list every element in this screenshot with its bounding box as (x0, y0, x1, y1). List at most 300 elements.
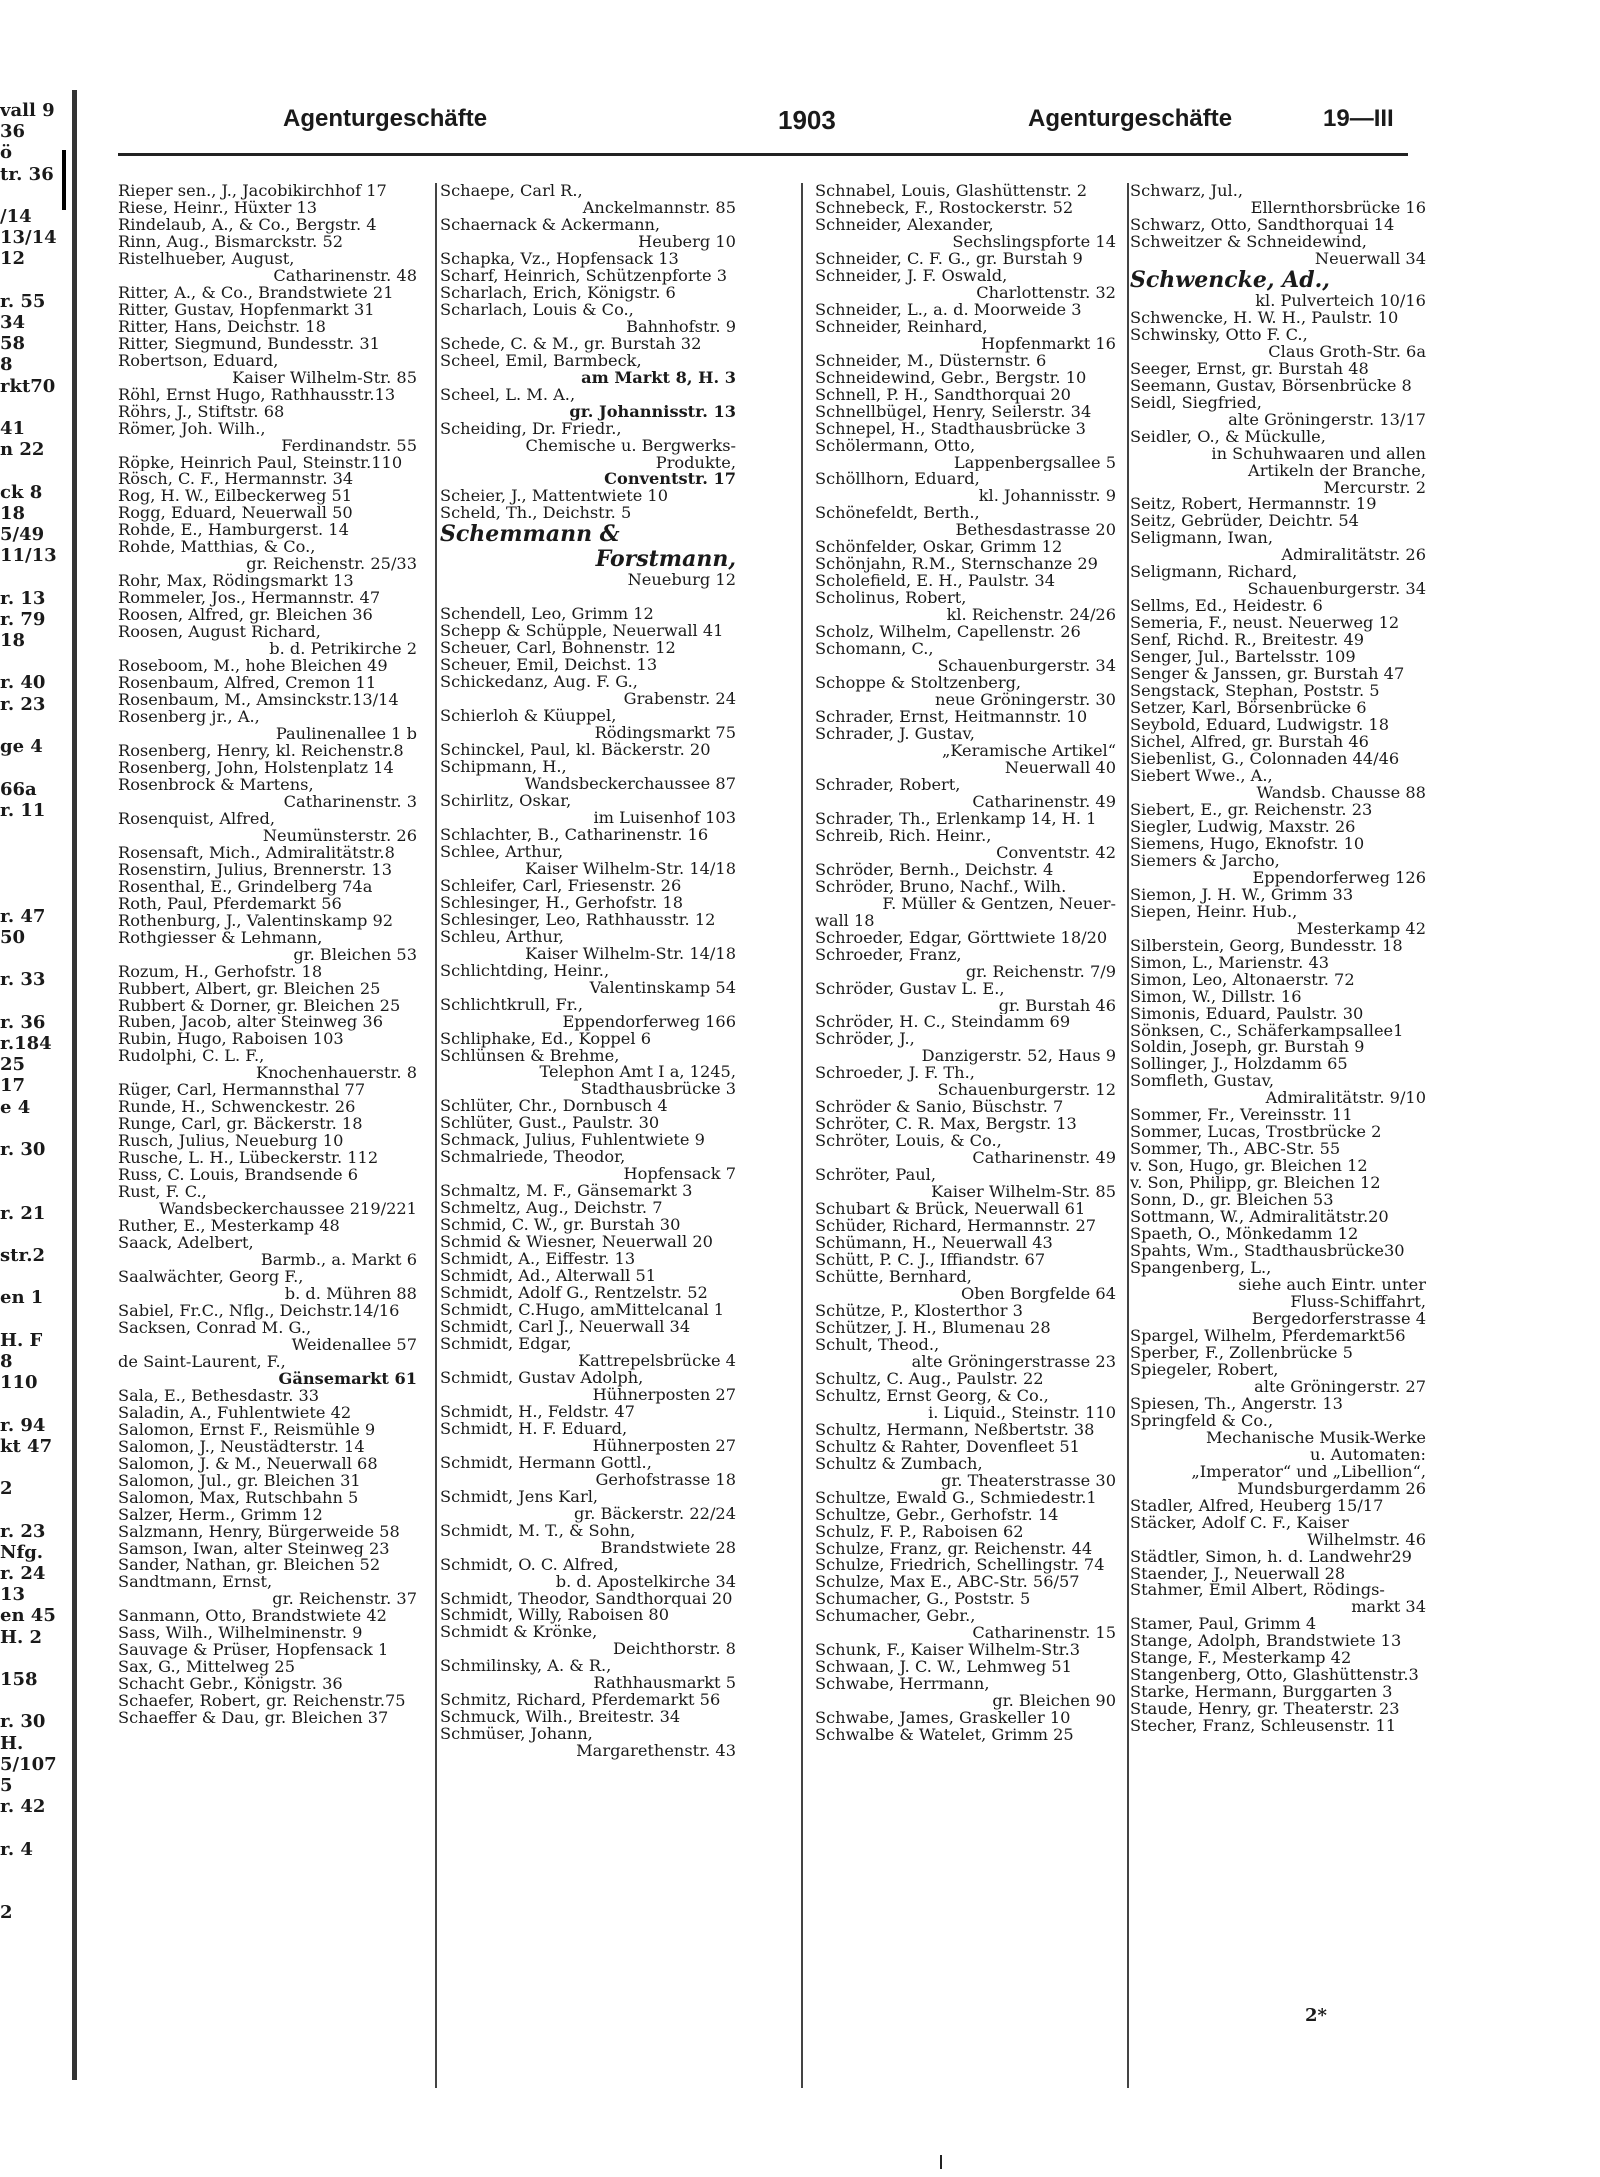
prev-page-line (0, 715, 62, 736)
prev-page-line: 41 (0, 418, 26, 440)
directory-entry: Schmüser, Johann, (440, 1726, 593, 1744)
prev-page-line (0, 842, 62, 863)
directory-entry: Schemmann & (440, 522, 620, 548)
directory-entry: Ellernthorsbrücke 16 (1250, 199, 1426, 217)
prev-page-line (0, 270, 62, 291)
directory-entry: Schmid & Wiesner, Neuerwall 20 (440, 1234, 713, 1252)
directory-entry: Mundsburgerdamm 26 (1237, 1480, 1426, 1498)
directory-entry: Salomon, J., Neustädterstr. 14 (118, 1438, 365, 1456)
directory-entry: v. Son, Hugo, gr. Bleichen 12 (1130, 1158, 1368, 1176)
directory-entry: Roosen, Alfred, gr. Bleichen 36 (118, 607, 373, 625)
directory-entry: Saladin, A., Fuhlentwiete 42 (118, 1404, 352, 1422)
directory-entry: Schmidt, M. T., & Sohn, (440, 1522, 636, 1540)
directory-entry: Rosensaft, Mich., Admiralitätstr.8 (118, 844, 395, 862)
directory-entry: Schultz & Rahter, Dovenfleet 51 (815, 1438, 1080, 1456)
directory-entry: Rinn, Aug., Bismarckstr. 52 (118, 233, 344, 251)
prev-page-line (0, 1690, 62, 1711)
directory-entry: Schlachter, B., Catharinenstr. 16 (440, 826, 709, 844)
directory-entry: Schultz, Ernst Georg, & Co., (815, 1387, 1049, 1405)
prev-page-line: vall 9 (0, 100, 55, 121)
directory-entry: Schönjahn, R.M., Sternschanze 29 (815, 556, 1098, 574)
directory-entry: Schlichtkrull, Fr., (440, 996, 584, 1014)
prev-page-line: 158 (0, 1669, 38, 1691)
previous-page-fragment (0, 100, 62, 2080)
directory-entry: Anckelmannstr. 85 (582, 199, 736, 217)
directory-entry: Schöllhorn, Eduard, (815, 471, 980, 489)
directory-entry: Schölermann, Otto, (815, 437, 976, 455)
directory-entry: Schneider, J. F. Oswald, (815, 267, 1008, 285)
column-1 (118, 183, 421, 1727)
directory-entry: Sala, E., Bethesdastr. 33 (118, 1387, 320, 1405)
directory-entry: Schapka, Vz., Hopfensack 13 (440, 250, 679, 268)
directory-entry: Stahmer, Emil Albert, Rödings- (1130, 1582, 1385, 1600)
directory-entry: Artikeln der Branche, (1248, 462, 1426, 480)
directory-entry: Scheel, Emil, Barmbeck, (440, 352, 642, 370)
directory-entry: Setzer, Karl, Börsenbrücke 6 (1130, 700, 1367, 718)
prev-page-line: r. 47 (0, 905, 46, 927)
directory-entry: Schaeffer & Dau, gr. Bleichen 37 (118, 1710, 389, 1728)
prev-page-line: r. 36 (0, 1011, 46, 1033)
directory-entry: Neuerwall 40 (1004, 759, 1116, 777)
directory-entry: Schwalbe & Watelet, Grimm 25 (815, 1727, 1074, 1745)
directory-entry: Scharlach, Louis & Co., (440, 301, 634, 319)
directory-entry: Stecher, Franz, Schleusenstr. 11 (1130, 1718, 1397, 1736)
directory-entry: Schroeder, Franz, (815, 946, 962, 964)
directory-entry: Hühnerposten 27 (592, 1437, 736, 1455)
directory-entry: gr. Johannisstr. 13 (569, 403, 736, 421)
directory-entry: Ritter, Hans, Deichstr. 18 (118, 318, 326, 336)
directory-entry: gr. Theaterstrasse 30 (940, 1472, 1116, 1490)
prev-page-line: r. 40 (0, 672, 46, 694)
prev-page-line: r. 42 (0, 1796, 46, 1818)
directory-entry: Wandsbeckerchaussee 87 (524, 776, 736, 793)
directory-entry: Bergedorferstrasse 4 (1251, 1310, 1426, 1328)
directory-entry: Schwaan, J. C. W., Lehmweg 51 (815, 1659, 1072, 1677)
directory-entry: Siegler, Ludwig, Maxstr. 26 (1130, 818, 1356, 836)
directory-entry: Schüder, Richard, Hermannstr. 27 (815, 1218, 1097, 1236)
directory-entry: Charlottenstr. 32 (976, 284, 1116, 302)
directory-entry: Rosenberg jr., A., (118, 709, 260, 726)
prev-page-line: kt 47 (0, 1435, 53, 1457)
directory-entry: Schepp & Schüpple, Neuerwall 41 (440, 623, 724, 641)
directory-entry: Eppendorferweg 126 (1252, 869, 1426, 887)
directory-entry: Schacht Gebr., Königstr. 36 (118, 1676, 343, 1694)
directory-entry: gr. Reichenstr. 25/33 (246, 556, 417, 574)
directory-entry: Schleu, Arthur, (440, 928, 564, 946)
header-left-title: Agenturgeschäfte (283, 105, 488, 132)
directory-entry: gr. Bleichen 90 (992, 1693, 1116, 1711)
directory-entry: Schwabe, Herrmann, (815, 1676, 990, 1694)
prev-page-line: 36 (0, 121, 26, 143)
directory-entry: Fluss-Schiffahrt, (1290, 1294, 1426, 1311)
directory-entry: „Keramische Artikel“ (941, 742, 1116, 760)
directory-entry: Seeger, Ernst, gr. Burstah 48 (1130, 360, 1369, 378)
directory-entry: Schlesinger, Leo, Rathhausstr. 12 (440, 911, 716, 929)
prev-page-line: r. 24 (0, 1563, 46, 1585)
directory-entry: Semeria, F., neust. Neuerweg 12 (1130, 615, 1400, 633)
directory-entry: Schneider, Alexander, (815, 216, 994, 234)
prev-page-line: en 45 (0, 1605, 56, 1627)
directory-entry: Schütze, P., Klosterthor 3 (815, 1302, 1023, 1320)
directory-entry: Kaiser Wilhelm-Str. 14/18 (525, 860, 736, 878)
directory-entry: Schönfelder, Oskar, Grimm 12 (815, 539, 1063, 557)
directory-entry: Robertson, Eduard, (118, 352, 279, 370)
directory-entry: Schmuck, Wilh., Breitestr. 34 (440, 1709, 681, 1727)
column-rule-3 (1127, 183, 1129, 2088)
column-3 (815, 183, 1120, 1744)
directory-entry: Mercurstr. 2 (1323, 479, 1426, 497)
directory-entry: Röpke, Heinrich Paul, Steinstr.110 (118, 454, 403, 472)
directory-entry: Schultz, C. Aug., Paulstr. 22 (815, 1370, 1044, 1388)
directory-entry: Silberstein, Georg, Bundesstr. 18 (1130, 937, 1403, 955)
directory-entry: F. Müller & Gentzen, Neuer- (882, 895, 1116, 913)
directory-entry: Schubart & Brück, Neuerwall 61 (815, 1201, 1086, 1219)
directory-entry: Schumacher, Gebr., (815, 1608, 976, 1626)
directory-entry: Siemens, Hugo, Eknofstr. 10 (1130, 835, 1365, 853)
directory-entry: Rozum, H., Gerhofstr. 18 (118, 963, 323, 981)
prev-page-line: r. 11 (0, 799, 46, 821)
directory-entry: Schröder, J., (815, 1031, 915, 1049)
directory-entry: Runde, H., Schwenckestr. 26 (118, 1099, 356, 1117)
directory-entry: Schauenburgerstr. 12 (937, 1082, 1116, 1100)
directory-entry: Telephon Amt I a, 1245, (539, 1064, 736, 1082)
directory-entry: Schnellbügel, Henry, Seilerstr. 34 (815, 403, 1092, 421)
directory-entry: Schnabel, Louis, Glashüttenstr. 2 (815, 183, 1088, 200)
directory-entry: Schlichtding, Heinr., (440, 962, 610, 980)
directory-entry: Schmilinsky, A. & R., (440, 1658, 612, 1676)
prev-page-line (0, 757, 62, 778)
directory-entry: Schulze, Friedrich, Schellingstr. 74 (815, 1557, 1105, 1575)
directory-entry: Bahnhofstr. 9 (626, 318, 736, 336)
directory-entry: Rosenbaum, M., Amsinckstr.13/14 (118, 692, 399, 710)
directory-entry: in Schuhwaaren und allen (1211, 445, 1426, 463)
directory-entry: Scholz, Wilhelm, Capellenstr. 26 (815, 624, 1081, 642)
directory-entry: Bethesdastrasse 20 (955, 522, 1116, 540)
prev-page-line: r. 33 (0, 969, 46, 991)
directory-entry: Runge, Carl, gr. Bäckerstr. 18 (118, 1116, 363, 1134)
directory-entry: b. d. Petrikirche 2 (269, 641, 417, 659)
directory-entry: Rubbert & Dorner, gr. Bleichen 25 (118, 997, 401, 1015)
prev-page-line: 18 (0, 502, 26, 524)
directory-entry: Schrader, Robert, (815, 776, 961, 794)
directory-entry: Rust, F. C., (118, 1184, 207, 1202)
directory-entry: Seidler, O., & Mückulle, (1130, 428, 1326, 446)
prev-page-line: 17 (0, 1075, 26, 1097)
directory-entry: Ruben, Jacob, alter Steinweg 36 (118, 1014, 383, 1032)
directory-entry: Spargel, Wilhelm, Pferdemarkt56 (1130, 1327, 1406, 1345)
directory-entry: Rieper sen., J., Jacobikirchhof 17 (118, 183, 387, 200)
directory-entry: Schrader, Th., Erlenkamp 14, H. 1 (815, 810, 1097, 828)
directory-entry: alte Gröningerstr. 27 (1254, 1378, 1426, 1396)
directory-entry: Gänsemarkt 61 (278, 1370, 417, 1388)
directory-entry: Scharlach, Erich, Königstr. 6 (440, 284, 676, 302)
directory-entry: Stäcker, Adolf C. F., Kaiser (1130, 1514, 1349, 1532)
directory-entry: Simon, L., Marienstr. 43 (1130, 954, 1330, 972)
directory-entry: Claus Groth-Str. 6a (1268, 343, 1426, 361)
directory-entry: Sax, G., Mittelweg 25 (118, 1659, 296, 1677)
directory-entry: Sandtmann, Ernst, (118, 1574, 273, 1592)
directory-entry: Schmidt, Adolf G., Rentzelstr. 52 (440, 1285, 708, 1303)
directory-entry: kl. Reichenstr. 24/26 (946, 607, 1116, 625)
directory-entry: Röhl, Ernst Hugo, Rathhausstr.13 (118, 386, 396, 404)
directory-entry: Seitz, Robert, Hermannstr. 19 (1130, 496, 1377, 514)
directory-entry: Rosenquist, Alfred, (118, 810, 275, 828)
directory-entry: Scholefield, E. H., Paulstr. 34 (815, 573, 1056, 591)
directory-entry: Schauenburgerstr. 34 (1247, 581, 1426, 599)
directory-entry: Römer, Joh. Wilh., (118, 420, 266, 438)
directory-entry: Siemon, J. H. W., Grimm 33 (1130, 886, 1354, 904)
directory-entry: Danzigerstr. 52, Haus 9 (921, 1048, 1116, 1066)
directory-entry: Schröter, Louis, & Co., (815, 1133, 1002, 1151)
prev-page-line: r. 23 (0, 693, 46, 715)
directory-entry: Sellms, Ed., Heidestr. 6 (1130, 598, 1323, 616)
directory-entry: Saalwächter, Georg F., (118, 1269, 304, 1286)
prev-page-line: 5/107 (0, 1753, 57, 1775)
directory-entry: Sottmann, W., Admiralitätstr.20 (1130, 1209, 1389, 1227)
directory-entry: Schmeltz, Aug., Deichstr. 7 (440, 1200, 663, 1218)
prev-page-line: 25 (0, 1054, 26, 1076)
directory-entry: Schierloh & Küuppel, (440, 708, 617, 726)
directory-entry: Rudolphi, C. L. F., (118, 1048, 265, 1066)
prev-page-line (0, 651, 62, 672)
directory-entry: Schmidt, Ad., Alterwall 51 (440, 1268, 657, 1286)
page-gutter-mark (62, 150, 66, 210)
directory-entry: kl. Johannisstr. 9 (978, 488, 1116, 506)
directory-entry: Hopfenmarkt 16 (980, 335, 1116, 353)
directory-entry: Ritter, A., & Co., Brandstwiete 21 (118, 284, 394, 302)
directory-entry: de Saint-Laurent, F., (118, 1353, 286, 1371)
prev-page-line (0, 1309, 62, 1330)
directory-entry (440, 589, 740, 606)
directory-entry: Schliphake, Ed., Koppel 6 (440, 1030, 651, 1048)
directory-entry: Schneider, M., Düsternstr. 6 (815, 352, 1047, 370)
directory-entry: Sacksen, Conrad M. G., (118, 1319, 312, 1337)
prev-page-line: en 1 (0, 1287, 44, 1309)
directory-entry: Starke, Hermann, Burggarten 3 (1130, 1684, 1393, 1702)
directory-entry: Rösch, C. F., Hermannstr. 34 (118, 471, 354, 489)
directory-entry: Knochenhauerstr. 8 (256, 1065, 417, 1083)
directory-entry: Riese, Heinr., Hüxter 13 (118, 199, 318, 217)
prev-page-line: r. 30 (0, 1711, 46, 1733)
directory-entry: Siebenlist, G., Colonnaden 44/46 (1130, 751, 1400, 768)
directory-entry: Schmidt, Carl J., Neuerwall 34 (440, 1319, 691, 1336)
prev-page-line: ge 4 (0, 736, 43, 758)
directory-entry: alte Gröningerstrasse 23 (911, 1353, 1116, 1371)
directory-entry: Schmidt, A., Eiffestr. 13 (440, 1251, 636, 1269)
prev-page-line (0, 1160, 62, 1181)
directory-entry: Barmb., a. Markt 6 (260, 1252, 417, 1269)
directory-entry: Ritter, Gustav, Hopfenmarkt 31 (118, 301, 375, 319)
directory-entry: Schwinsky, Otto F. C., (1130, 326, 1308, 344)
prev-page-line: r. 55 (0, 290, 46, 312)
directory-entry: Schmitz, Richard, Pferdemarkt 56 (440, 1692, 721, 1710)
directory-entry: markt 34 (1351, 1599, 1426, 1617)
directory-entry: Brandstwiete 28 (600, 1539, 736, 1557)
column-2 (440, 183, 740, 1760)
directory-entry: Rothenburg, J., Valentinskamp 92 (118, 912, 394, 930)
directory-entry: Schnebeck, F., Rostockerstr. 52 (815, 199, 1074, 217)
directory-entry: Rubbert, Albert, gr. Bleichen 25 (118, 980, 381, 998)
directory-entry: Schütte, Bernhard, (815, 1269, 972, 1286)
directory-entry: Salzmann, Henry, Bürgerweide 58 (118, 1523, 400, 1541)
directory-entry: Röhrs, J., Stiftstr. 68 (118, 403, 285, 421)
directory-entry: Mechanische Musik-Werke (1205, 1429, 1426, 1447)
directory-entry: Schmidt, C.Hugo, amMittelcanal 1 (440, 1302, 725, 1319)
prev-page-line (0, 1881, 62, 1902)
directory-entry: Schröder, Gustav L. E., (815, 980, 1005, 998)
directory-entry: Schweitzer & Schneidewind, (1130, 233, 1367, 251)
directory-entry: Conventstr. 17 (604, 471, 736, 489)
directory-entry: Salomon, Jul., gr. Bleichen 31 (118, 1472, 361, 1490)
directory-entry: Schult, Theod., (815, 1336, 940, 1354)
directory-entry: Kaiser Wilhelm-Str. 85 (232, 369, 417, 387)
directory-entry: Schmack, Julius, Fuhlentwiete 9 (440, 1132, 705, 1150)
directory-entry: Sengstack, Stephan, Poststr. 5 (1130, 683, 1380, 701)
directory-entry: Sommer, Th., ABC-Str. 55 (1130, 1141, 1341, 1159)
directory-entry: Schneider, L., a. d. Moorweide 3 (815, 301, 1082, 319)
header-page-number: 19—III (1323, 105, 1394, 132)
directory-entry: Stadler, Alfred, Heuberg 15/17 (1130, 1497, 1384, 1515)
prev-page-line: H. (0, 1732, 24, 1754)
directory-entry: Siebert Wwe., A., (1130, 767, 1273, 785)
directory-entry: Scheiding, Dr. Friedr., (440, 420, 622, 438)
directory-entry: Somfleth, Gustav, (1130, 1073, 1274, 1091)
directory-entry: Rosenstirn, Julius, Brennerstr. 13 (118, 861, 393, 879)
directory-entry: Paulinenallee 1 b (275, 726, 417, 743)
directory-entry: Schultze, Gebr., Gerhofstr. 14 (815, 1506, 1059, 1524)
prev-page-line (0, 1860, 62, 1881)
directory-entry: gr. Bäckerstr. 22/24 (573, 1505, 736, 1523)
directory-entry: i. Liquid., Steinstr. 110 (928, 1404, 1116, 1422)
directory-entry: Schaepe, Carl R., (440, 183, 583, 200)
directory-entry: Roosen, August Richard, (118, 624, 321, 642)
directory-entry: Schendell, Leo, Grimm 12 (440, 606, 654, 624)
directory-entry: Mesterkamp 42 (1296, 920, 1426, 938)
column-rule-1 (435, 183, 437, 2088)
directory-entry: Salomon, Max, Rutschbahn 5 (118, 1489, 359, 1507)
directory-entry: Spiegeler, Robert, (1130, 1361, 1279, 1379)
directory-entry: Rommeler, Jos., Hermannstr. 47 (118, 590, 381, 608)
directory-entry: Schönefeldt, Berth., (815, 505, 980, 523)
directory-entry: Schmidt, Jens Karl, (440, 1488, 599, 1506)
page-gutter (72, 90, 77, 2080)
directory-entry: Simon, Leo, Altonaerstr. 72 (1130, 971, 1355, 989)
directory-entry: Admiralitätstr. 9/10 (1265, 1090, 1426, 1108)
directory-entry: Scheel, L. M. A., (440, 386, 576, 404)
directory-entry: Heuberg 10 (638, 233, 736, 251)
directory-entry: Sander, Nathan, gr. Bleichen 52 (118, 1557, 381, 1575)
directory-entry: Spahts, Wm., Stadthausbrücke30 (1130, 1243, 1405, 1261)
directory-entry: Schmaltz, M. F., Gänsemarkt 3 (440, 1183, 693, 1201)
directory-entry: Gerhofstrasse 18 (595, 1471, 736, 1489)
directory-entry: Catharinenstr. 49 (972, 793, 1116, 811)
directory-entry: Siepen, Heinr. Hub., (1130, 903, 1298, 921)
directory-entry: Sönksen, C., Schäferkampsallee1 (1130, 1022, 1404, 1040)
directory-entry: Catharinenstr. 48 (273, 267, 417, 285)
directory-entry: Rohr, Max, Rödingsmarkt 13 (118, 573, 354, 591)
prev-page-line: r.184 (0, 1032, 52, 1054)
directory-entry: Schlüter, Gust., Paulstr. 30 (440, 1115, 660, 1133)
directory-entry: Senger, Jul., Bartelsstr. 109 (1130, 649, 1356, 667)
directory-entry: Rüger, Carl, Hermannsthal 77 (118, 1082, 366, 1100)
directory-entry: Spangenberg, L., (1130, 1260, 1272, 1278)
prev-page-line: Nfg. (0, 1541, 44, 1563)
prev-page-line: tr. 36 (0, 163, 54, 185)
directory-entry: Saack, Adelbert, (118, 1235, 254, 1253)
directory-entry: Sichel, Alfred, gr. Burstah 46 (1130, 734, 1369, 751)
directory-entry: Schümann, H., Neuerwall 43 (815, 1235, 1053, 1253)
directory-entry: Schinckel, Paul, kl. Bäckerstr. 20 (440, 742, 711, 760)
directory-entry: Conventstr. 42 (996, 844, 1116, 862)
prev-page-line: 13 (0, 1584, 26, 1606)
directory-entry: Schmid, C. W., gr. Burstah 30 (440, 1217, 681, 1235)
directory-entry: Schwencke, Ad., (1130, 267, 1330, 293)
directory-entry: gr. Reichenstr. 37 (272, 1591, 417, 1609)
directory-entry: Schmalriede, Theodor, (440, 1149, 626, 1167)
prev-page-line (0, 185, 62, 206)
prev-page-line (0, 948, 62, 969)
directory-entry: Roth, Paul, Pferdemarkt 56 (118, 895, 342, 913)
directory-entry: Schulz, F. P., Raboisen 62 (815, 1523, 1024, 1541)
prev-page-line: 5 (0, 1775, 13, 1797)
directory-entry: Staude, Henry, gr. Theaterstr. 23 (1130, 1701, 1400, 1719)
directory-entry: Schütt, P. C. J., Iffiandstr. 67 (815, 1252, 1046, 1269)
prev-page-line (0, 566, 62, 587)
directory-entry: Ritter, Siegmund, Bundesstr. 31 (118, 335, 380, 353)
prev-page-line (0, 885, 62, 906)
directory-entry: Stamer, Paul, Grimm 4 (1130, 1616, 1317, 1634)
prev-page-line: 11/13 (0, 545, 57, 567)
prev-page-line (0, 460, 62, 481)
directory-entry: Admiralitätstr. 26 (1281, 547, 1426, 565)
directory-entry: b. d. Mühren 88 (284, 1285, 417, 1303)
prev-page-line: r. 4 (0, 1838, 33, 1860)
directory-entry: Schauenburgerstr. 34 (937, 658, 1116, 676)
directory-entry: Sauvage & Prüser, Hopfensack 1 (118, 1642, 389, 1660)
directory-entry: Schmidt, Edgar, (440, 1335, 572, 1353)
directory-entry: Rosenbaum, Alfred, Cremon 11 (118, 675, 377, 693)
prev-page-line: e 4 (0, 1096, 31, 1118)
directory-entry: Schwabe, James, Graskeller 10 (815, 1710, 1071, 1728)
directory-entry: Rusch, Julius, Neueburg 10 (118, 1133, 344, 1151)
prev-page-line: ck 8 (0, 481, 43, 503)
directory-entry: am Markt 8, H. 3 (581, 369, 736, 387)
directory-entry: b. d. Apostelkirche 34 (555, 1573, 736, 1591)
directory-entry: Schwarz, Otto, Sandthorquai 14 (1130, 216, 1395, 234)
directory-entry: Schlesinger, H., Gerhofstr. 18 (440, 894, 684, 912)
directory-entry: Rödingsmarkt 75 (594, 725, 736, 743)
directory-entry: Seidl, Siegfried, (1130, 394, 1262, 412)
directory-entry: Salzer, Herm., Grimm 12 (118, 1506, 323, 1524)
header-right-title: Agenturgeschäfte (1028, 105, 1233, 132)
directory-entry: Stange, F., Mesterkamp 42 (1130, 1650, 1352, 1668)
prev-page-line (0, 1266, 62, 1287)
directory-entry: Ferdinandstr. 55 (281, 437, 417, 455)
directory-entry: Rubin, Hugo, Raboisen 103 (118, 1031, 344, 1049)
directory-entry: Sperber, F., Zollenbrücke 5 (1130, 1344, 1353, 1362)
prev-page-line: 8 (0, 354, 13, 376)
directory-entry: Schneider, Reinhard, (815, 318, 988, 336)
directory-entry: Spaeth, O., Mönkedamm 12 (1130, 1226, 1359, 1244)
directory-entry: Neueburg 12 (627, 572, 736, 590)
directory-entry: Valentinskamp 54 (589, 979, 736, 997)
directory-entry: Neumünsterstr. 26 (262, 827, 417, 845)
directory-entry: im Luisenhof 103 (593, 809, 736, 827)
directory-entry: Rog, H. W., Eilbeckerweg 51 (118, 488, 353, 506)
prev-page-line (0, 1118, 62, 1139)
directory-entry: v. Son, Philipp, gr. Bleichen 12 (1130, 1175, 1381, 1193)
directory-entry: Neuerwall 34 (1314, 250, 1426, 268)
